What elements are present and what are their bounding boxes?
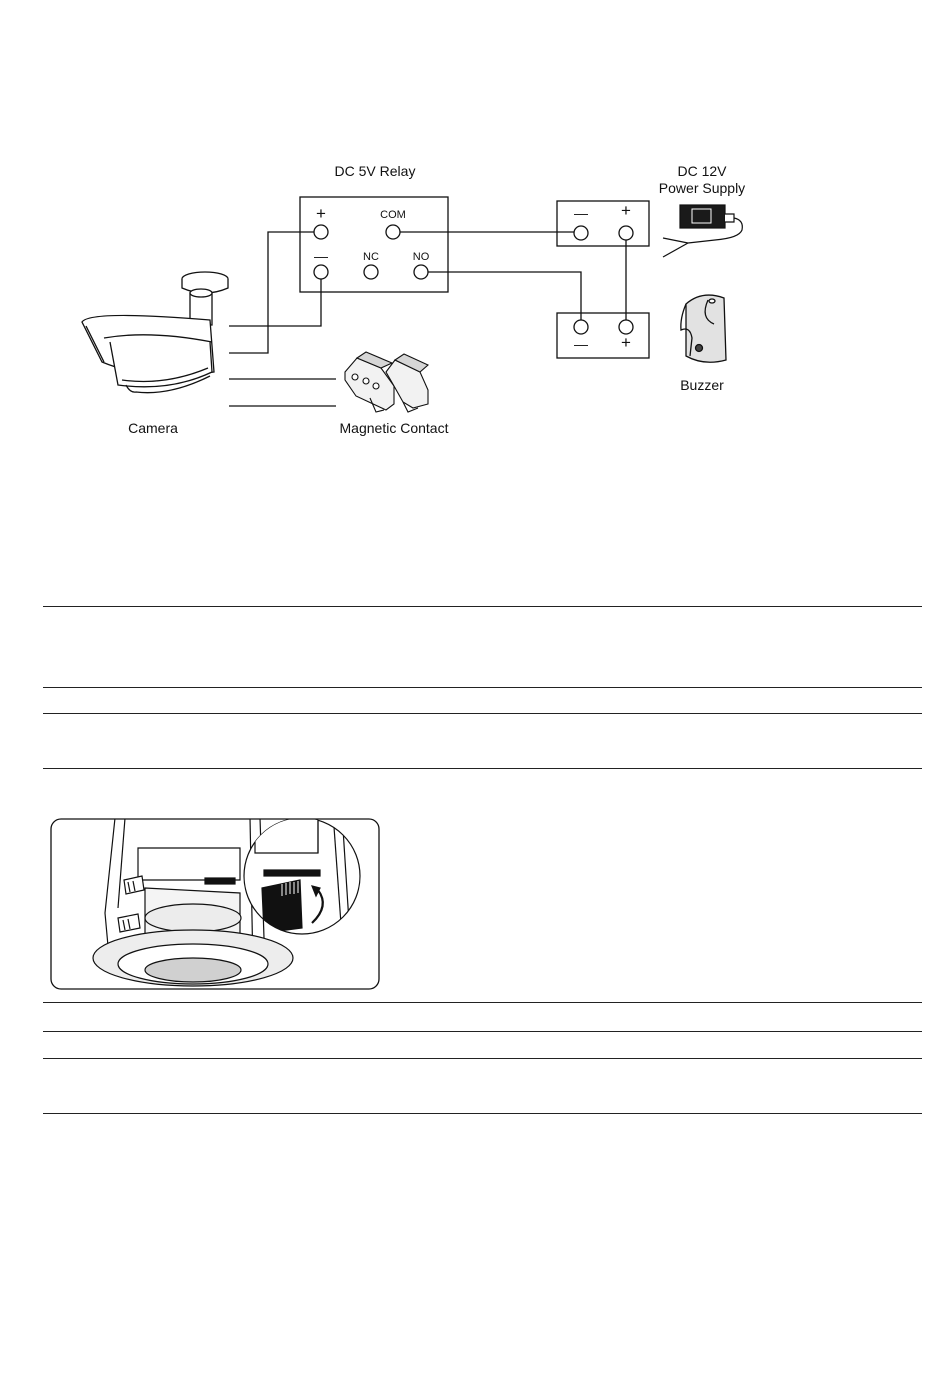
table-rule (43, 1113, 922, 1114)
buzzer-terminal-block (557, 313, 649, 358)
table-rule (43, 1058, 922, 1059)
relay-minus-label: — (314, 248, 328, 264)
power-supply-title-line2: Power Supply (658, 180, 746, 196)
relay-no-terminal (414, 265, 428, 279)
table-rule (43, 606, 922, 607)
power-minus-terminal (574, 226, 588, 240)
table-rule (43, 768, 922, 769)
power-plus-terminal (619, 226, 633, 240)
relay-minus-terminal (314, 265, 328, 279)
magnetic-contact-illustration (345, 352, 428, 412)
power-supply-title-line1: DC 12V (677, 163, 727, 179)
buzzer-minus-label: — (574, 336, 588, 352)
camera-illustration (82, 272, 228, 393)
relay-com-label: COM (380, 209, 406, 221)
power-plus-label: + (621, 201, 631, 220)
buzzer-plus-terminal (619, 320, 633, 334)
relay-nc-terminal (364, 265, 378, 279)
power-minus-label: — (574, 205, 588, 221)
relay-com-terminal (386, 225, 400, 239)
relay-plus-label: + (316, 204, 326, 223)
power-adapter-illustration (663, 205, 742, 257)
power-terminal-block (557, 201, 649, 246)
wire-camera-to-relay-minus (229, 279, 321, 326)
relay-no-label: NO (412, 251, 430, 263)
buzzer-label: Buzzer (680, 377, 724, 393)
buzzer-minus-terminal (574, 320, 588, 334)
buzzer-plus-label: + (621, 333, 631, 352)
table-rule (43, 713, 922, 714)
buzzer-illustration (681, 295, 726, 362)
relay-plus-terminal (314, 225, 328, 239)
relay-nc-label: NC (363, 251, 379, 263)
table-rule (43, 687, 922, 688)
magnetic-contact-label: Magnetic Contact (339, 420, 449, 436)
relay-title: DC 5V Relay (334, 163, 416, 179)
sd-card-slot-illustration (50, 818, 380, 990)
table-rule (43, 1002, 922, 1003)
wiring-diagram (0, 0, 950, 470)
camera-label: Camera (128, 420, 178, 436)
table-rule (43, 1031, 922, 1032)
